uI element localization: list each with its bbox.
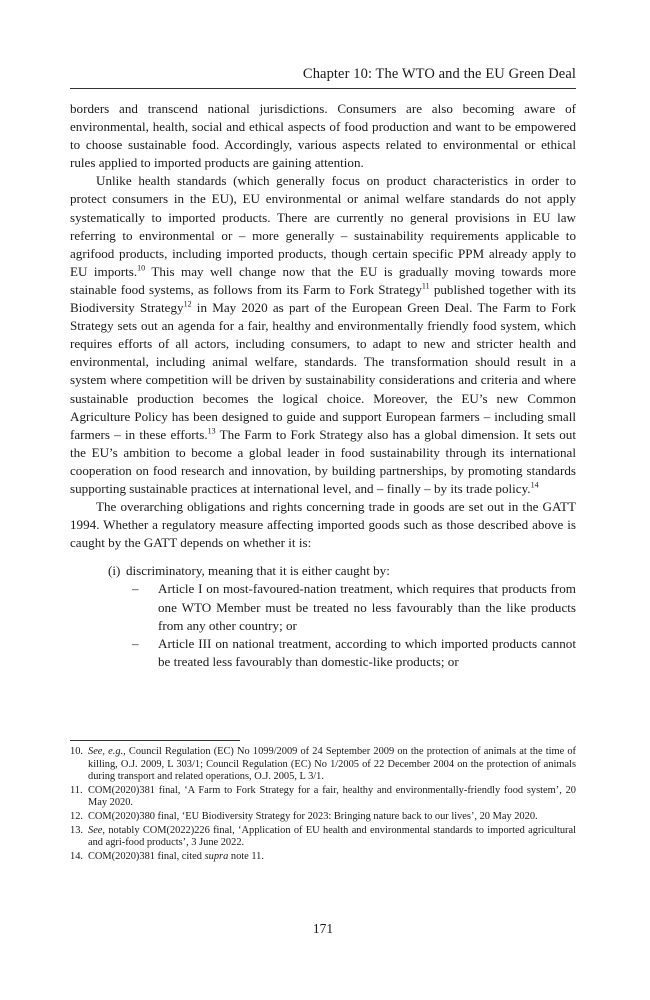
footnote-11 bbox=[70, 785, 576, 810]
dash-bullet: – bbox=[132, 635, 139, 651]
paragraph-2-text-a: Unlike health standards (which generally focus on product characteristics in order to protect consumers in the EU), EU environmental or animal welfare standards do not apply systematically to imported products. There are currently no general provisions in EU law referring to environmental or – more generally – sustainability requirements applicable to agrifood products, including imported products, though certain specific PPM already apply to EU imports. bbox=[70, 173, 576, 279]
footnote-text: COM(2020)380 final, ‘EU Biodiversity Strategy for 2023: Bringing nature back to our lives’, 20 May 2020. bbox=[88, 810, 538, 822]
footnotes bbox=[70, 746, 576, 864]
dash-bullet: – bbox=[132, 581, 139, 597]
list-item-i bbox=[70, 562, 576, 580]
dash-item-article-3 bbox=[70, 635, 576, 671]
footnote-italic: supra bbox=[204, 850, 229, 862]
footnote-number: 13. bbox=[70, 824, 83, 836]
footnote-separator bbox=[70, 740, 240, 741]
footnote-number: 11. bbox=[70, 784, 83, 796]
footnote-lead: See, e.g., bbox=[88, 746, 126, 757]
paragraph-2 bbox=[70, 172, 576, 498]
paragraph-3: The overarching obligations and rights concerning trade in goods are set out in the GATT 1994. Whether a regulatory measure affecting imported goods such as those described above is caught by the GATT depends on whether it is: bbox=[70, 499, 576, 551]
footnote-text: notably COM(2022)226 final, ‘Application of EU health and environmental standards to imported agricultural and agri-food products’, 3 June 2022. bbox=[88, 824, 576, 849]
footnote-14 bbox=[70, 851, 576, 864]
paragraph-1: borders and transcend national jurisdictions. Consumers are also becoming aware of environmental, health, social and ethical aspects of food production and want to be empowered to choose sustainable food. Accordingly, various aspects related to environmental or ethical rules applied to imported products are gaining attention. bbox=[70, 101, 576, 171]
footnote-text-a: COM(2020)381 final, cited bbox=[88, 850, 205, 862]
dash-item-article-1 bbox=[70, 580, 576, 634]
list-item-text: discriminatory, meaning that it is either caught by: bbox=[126, 563, 390, 579]
paragraph-2-text-c: published together with its Biodiversity Strategy bbox=[70, 281, 576, 316]
footnote-ref-11[interactable]: 11 bbox=[421, 281, 430, 291]
header-rule bbox=[70, 88, 576, 89]
page-number: 171 bbox=[312, 921, 334, 936]
footnote-text-b: note 11. bbox=[228, 850, 264, 862]
paragraph-2-text-b: This may well change now that the EU is gradually moving towards more stainable food systems, as follows from its Farm to Fork Strategy bbox=[70, 263, 576, 297]
footnote-ref-10[interactable]: 10 bbox=[137, 263, 146, 273]
footnote-number: 12. bbox=[70, 810, 83, 822]
footnote-text: COM(2020)381 final, ‘A Farm to Fork Strategy for a fair, healthy and environmentally-friendly food system’, 20 May 2020. bbox=[88, 784, 576, 809]
footnote-13 bbox=[70, 825, 576, 850]
footnote-number: 10. bbox=[70, 746, 83, 757]
footnote-lead: See, bbox=[88, 824, 106, 836]
running-head: Chapter 10: The WTO and the EU Green Deal bbox=[302, 66, 576, 82]
footnote-12 bbox=[70, 811, 576, 824]
dash-item-text: Article I on most-favoured-nation treatment, which requires that products from one WTO Member must be treated no less favourably than the like products from any other country; or bbox=[158, 581, 576, 633]
list-number: (i) bbox=[108, 563, 121, 579]
main-text bbox=[70, 100, 576, 671]
criteria-list bbox=[70, 562, 576, 671]
footnote-ref-14[interactable]: 14 bbox=[530, 480, 539, 490]
paragraph-2-text-d: in May 2020 as part of the European Green Deal. The Farm to Fork Strategy sets out an agenda for a fair, healthy and environmentally friendly food system, which requires efforts of all actors, including consumers, to adapt to new and stricter health and environmental, including animal welfare, standards. The transformation should result in a system where competition will be driven by sustainability considerations and criteria and where sustainable production becomes the logical choice. Moreover, the EU’s new Common Agriculture Policy has been designed to guide and support European farmers – including small farmers – in these efforts. bbox=[70, 300, 576, 442]
paragraph-2-text-e: The Farm to Fork Strategy also has a global dimension. It sets out the EU’s ambition to become a global leader in food sustainability through its international cooperation on food research and innovation, by building partnerships, by promoting standards supporting sustainable practices at international level, and – finally – by its trade policy. bbox=[70, 426, 576, 496]
footnote-ref-13[interactable]: 13 bbox=[207, 426, 216, 436]
footnote-text: Council Regulation (EC) No 1099/2009 of 24 September 2009 on the protection of animals at the time of killing, O.J. 2009, L 303/1; Council Regulation (EC) No 1/2005 of 22 December 2004 on the protection of animals during transport and related operations, O.J. 2005, L 3/1. bbox=[88, 746, 576, 783]
dash-item-text: Article III on national treatment, according to which imported products cannot be treated less favourably than domestic-like products; or bbox=[158, 635, 576, 669]
footnote-10 bbox=[70, 746, 576, 784]
footnote-ref-12[interactable]: 12 bbox=[183, 299, 192, 309]
footnote-number: 14. bbox=[70, 850, 83, 862]
